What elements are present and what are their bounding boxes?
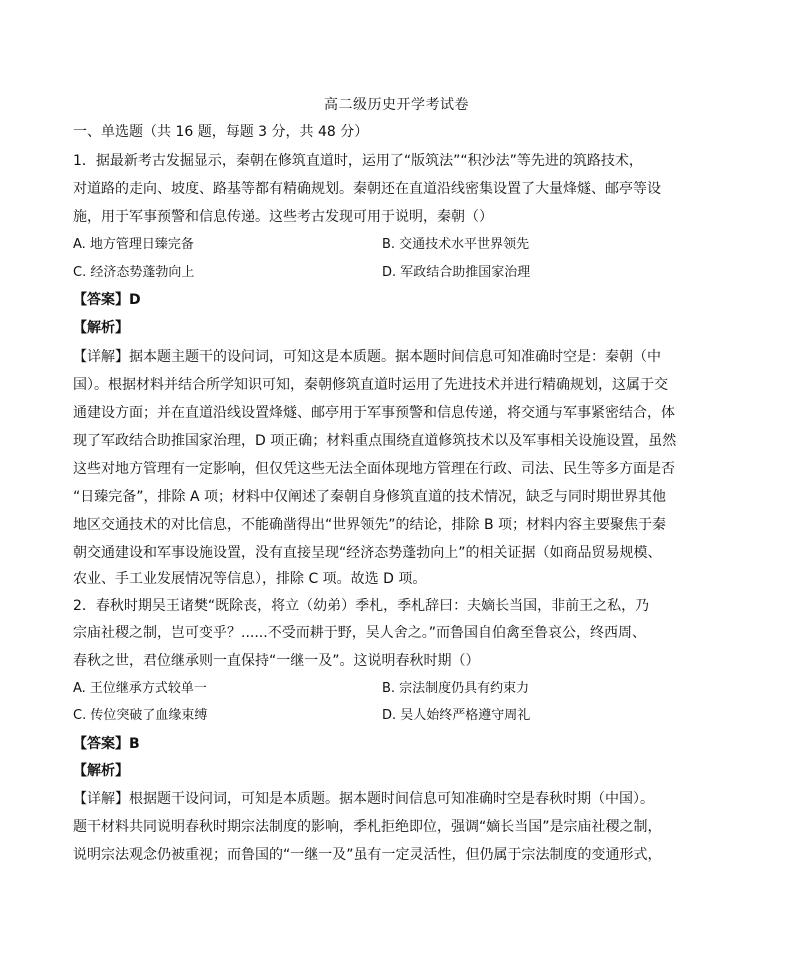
q1-option-c: C. 经济态势蓬勃向上	[73, 265, 195, 280]
q2-option-b: B. 宗法制度仍具有约束力	[382, 681, 530, 696]
q1-answer: 【答案】D	[73, 292, 141, 308]
q1-stem-line-3: 施，用于军事预警和信息传递。这些考古发现可用于说明，秦朝（）	[73, 209, 493, 225]
q1-detail-line-2: 国）。根据材料并结合所学知识可知，秦朝修筑直道时运用了先进技术并进行精确规划，这属于交	[73, 377, 668, 393]
q2-stem-line-3: 春秋之世，君位继承则一直保持“一继一及”。这说明春秋时期（）	[73, 653, 480, 669]
q2-answer: 【答案】B	[73, 736, 140, 752]
q1-detail-line-1: 【详解】据本题主题干的设问词，可知这是本质题。据本题时间信息可知准确时空是：秦朝（中	[73, 349, 661, 365]
q2-option-c: C. 传位突破了血缘束缚	[73, 708, 208, 723]
q1-detail-line-8: 朝交通建设和军事设施设置，没有直接呈现“经济态势蓬勃向上”的相关证据（如商品贸易规模、	[73, 545, 662, 561]
q1-detail-line-3: 通建设方面；并在直道沿线设置烽燧、邮亭用于军事预警和信息传递，将交通与军事紧密结合，体	[73, 405, 675, 421]
q1-detail-line-4: 现了军政结合助推国家治理，D 项正确；材料重点围绕直道修筑技术以及军事相关设施设置，虽然	[73, 433, 677, 449]
q1-detail-line-9: 农业、手工业发展情况等信息），排除 C 项。故选 D 项。	[73, 571, 427, 587]
q1-detail-line-7: 地区交通技术的对比信息，不能确凿得出“世界领先”的结论，排除 B 项；材料内容主要聚焦于秦	[73, 517, 667, 533]
q1-analysis-label: 【解析】	[73, 320, 129, 336]
q1-detail-line-5: 这些对地方管理有一定影响，但仅凭这些无法全面体现地方管理在行政、司法、民生等多方面是否	[73, 461, 675, 477]
q2-analysis-label: 【解析】	[73, 763, 129, 779]
q2-stem-line-2: 宗庙社稷之制，岂可变乎？......不受而耕于野，吴人舍之。”而鲁国自伯禽至鲁哀公，终西周、	[73, 625, 646, 641]
q1-option-a: A. 地方管理日臻完备	[73, 237, 194, 252]
exam-title: 高二级历史开学考试卷	[324, 97, 469, 113]
q2-detail-line-2: 题干材料共同说明春秋时期宗法制度的影响，季札拒绝即位，强调“嫡长当国”是宗庙社稷之制，	[73, 819, 662, 835]
q2-stem-line-1: 2．春秋时期吴王诸樊“既除丧，将立（幼弟）季札，季札辞曰：夫嫡长当国，非前王之私，乃	[73, 598, 650, 614]
q2-detail-line-1: 【详解】根据题干设问词，可知是本质题。据本题时间信息可知准确时空是春秋时期（中国）。	[73, 791, 654, 807]
q1-option-b: B. 交通技术水平世界领先	[382, 237, 530, 252]
q1-detail-line-6: “日臻完备”，排除 A 项；材料中仅阐述了秦朝自身修筑直道的技术情况，缺乏与同时期世界其他	[73, 489, 666, 505]
q1-stem-line-2: 对道路的走向、坡度、路基等都有精确规划。秦朝还在直道沿线密集设置了大量烽燧、邮亭等设	[73, 181, 661, 197]
q1-option-d: D. 军政结合助推国家治理	[382, 265, 531, 280]
q2-option-d: D. 吴人始终严格遵守周礼	[382, 708, 531, 723]
q2-detail-line-3: 说明宗法观念仍被重视；而鲁国的“一继一及”虽有一定灵活性，但仍属于宗法制度的变通形式，	[73, 847, 662, 863]
q2-option-a: A. 王位继承方式较单一	[73, 681, 207, 696]
q1-stem-line-1: 1．据最新考古发掘显示，秦朝在修筑直道时，运用了“版筑法”“积沙法”等先进的筑路技术，	[73, 153, 643, 169]
section-heading: 一、单选题（共 16 题，每题 3 分，共 48 分）	[73, 124, 369, 140]
